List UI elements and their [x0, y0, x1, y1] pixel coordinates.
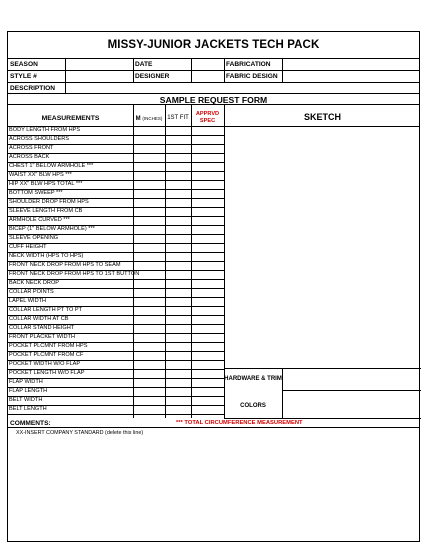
approved-spec-cell[interactable] — [191, 225, 224, 234]
measurement-row-label: FLAP WIDTH — [9, 379, 43, 385]
measurement-row-label: FLAP LENGTH — [9, 388, 48, 394]
approved-spec-cell[interactable] — [191, 189, 224, 198]
measurements-header: MEASUREMENTS — [41, 115, 100, 122]
size-m-cell[interactable] — [133, 234, 165, 243]
description-label: DESCRIPTION — [10, 85, 56, 92]
divider — [8, 70, 419, 71]
style-label: STYLE # — [10, 73, 37, 80]
measurement-row-label: BODY LENGTH FROM HPS — [9, 127, 81, 133]
first-fit-cell[interactable] — [165, 126, 191, 135]
size-m-cell[interactable] — [133, 189, 165, 198]
size-m-cell[interactable] — [133, 252, 165, 261]
first-fit-cell[interactable] — [165, 180, 191, 189]
measurement-row-label: POCKET WIDTH W/O FLAP — [9, 361, 81, 367]
approved-spec-cell[interactable] — [191, 252, 224, 261]
size-m-cell[interactable] — [133, 306, 165, 315]
first-fit-cell[interactable] — [165, 207, 191, 216]
first-fit-cell[interactable] — [165, 243, 191, 252]
size-m-cell[interactable] — [133, 351, 165, 360]
measurement-row-label: POCKET LENGTH W/O FLAP — [9, 370, 85, 376]
first-fit-cell[interactable] — [165, 270, 191, 279]
size-m-header: M (INCHES) — [135, 116, 163, 122]
measurement-row-label: COLLAR POINTS — [9, 289, 54, 295]
first-fit-cell[interactable] — [165, 369, 191, 378]
divider — [282, 58, 283, 82]
size-m-cell[interactable] — [133, 279, 165, 288]
first-fit-cell[interactable] — [165, 360, 191, 369]
first-fit-header: 1ST FIT — [167, 115, 189, 121]
row-divider — [8, 414, 224, 415]
first-fit-cell[interactable] — [165, 396, 191, 405]
season-label: SEASON — [10, 61, 38, 68]
approved-spec-cell[interactable] — [191, 144, 224, 153]
size-m-cell[interactable] — [133, 288, 165, 297]
size-m-cell[interactable] — [133, 369, 165, 378]
divider — [65, 58, 66, 82]
approved-spec-cell[interactable] — [191, 207, 224, 216]
comments-label: COMMENTS: — [10, 420, 51, 427]
approved-spec-cell[interactable] — [191, 135, 224, 144]
sketch-header: SKETCH — [303, 112, 341, 122]
size-m-cell[interactable] — [133, 198, 165, 207]
measurement-row-label: ACROSS FRONT — [9, 145, 54, 151]
approved-spec-cell[interactable] — [191, 360, 224, 369]
approved-spec-cell[interactable] — [191, 162, 224, 171]
first-fit-cell[interactable] — [165, 351, 191, 360]
size-m-cell[interactable] — [133, 216, 165, 225]
first-fit-cell[interactable] — [165, 297, 191, 306]
approved-spec-cell[interactable] — [191, 198, 224, 207]
designer-label: DESIGNER — [135, 73, 170, 80]
approved-spec-cell[interactable] — [191, 324, 224, 333]
first-fit-cell[interactable] — [165, 333, 191, 342]
first-fit-cell[interactable] — [165, 162, 191, 171]
divider — [8, 427, 419, 428]
measurement-row-label: FRONT PLACKET WIDTH — [9, 334, 75, 340]
size-m-cell[interactable] — [133, 144, 165, 153]
first-fit-cell[interactable] — [165, 279, 191, 288]
divider — [65, 82, 66, 93]
divider — [224, 368, 421, 369]
first-fit-cell[interactable] — [165, 261, 191, 270]
size-m-cell[interactable] — [133, 378, 165, 387]
approved-spec-cell[interactable] — [191, 333, 224, 342]
first-fit-cell[interactable] — [165, 225, 191, 234]
size-m-cell[interactable] — [133, 396, 165, 405]
size-m-cell[interactable] — [133, 342, 165, 351]
measurement-row-label: WAIST XX" BLW HPS *** — [9, 172, 72, 178]
measurement-row-label: CHEST 1" BELOW ARMHOLE *** — [9, 163, 94, 169]
size-m-cell[interactable] — [133, 315, 165, 324]
measurement-row-label: FRONT NECK DROP FROM HPS TO 1ST BUTTON — [9, 271, 140, 277]
measurement-row-label: BICEP (1" BELOW ARMHOLE) *** — [9, 226, 95, 232]
fabrication-label: FABRICATION — [226, 61, 271, 68]
circumference-note: *** TOTAL CIRCUMFERENCE MEASUREMENT — [176, 420, 303, 426]
divider — [282, 368, 283, 418]
approved-spec-cell[interactable] — [191, 288, 224, 297]
first-fit-cell[interactable] — [165, 144, 191, 153]
measurement-row-label: SHOULDER DROP FROM HPS — [9, 199, 89, 205]
measurement-row-label: BACK NECK DROP — [9, 280, 60, 286]
date-label: DATE — [135, 61, 153, 68]
first-fit-cell[interactable] — [165, 135, 191, 144]
fabric-design-label: FABRIC DESIGN — [226, 73, 278, 80]
measurement-row-label: HIP XX" BLW HPS TOTAL *** — [9, 181, 83, 187]
approved-spec-cell[interactable] — [191, 342, 224, 351]
measurement-row-label: COLLAR WIDTH AT CB — [9, 316, 69, 322]
first-fit-cell[interactable] — [165, 324, 191, 333]
first-fit-cell[interactable] — [165, 342, 191, 351]
first-fit-cell[interactable] — [165, 387, 191, 396]
approved-spec-cell[interactable] — [191, 405, 224, 414]
measurement-row-label: SLEEVE OPENING — [9, 235, 59, 241]
approved-spec-cell[interactable] — [191, 171, 224, 180]
size-m-cell[interactable] — [133, 180, 165, 189]
divider — [8, 82, 419, 83]
colors-label: COLORS — [240, 403, 266, 409]
approved-spec-cell[interactable] — [191, 315, 224, 324]
size-m-cell[interactable] — [133, 405, 165, 414]
approved-spec-cell[interactable] — [191, 180, 224, 189]
measurement-row-label: COLLAR LENGTH PT TO PT — [9, 307, 83, 313]
first-fit-cell[interactable] — [165, 315, 191, 324]
measurement-row-label: POCKET PLCMNT FROM HPS — [9, 343, 88, 349]
approved-spec-cell[interactable] — [191, 351, 224, 360]
size-m-cell[interactable] — [133, 387, 165, 396]
first-fit-cell[interactable] — [165, 378, 191, 387]
measurement-row-label: CUFF HEIGHT — [9, 244, 47, 250]
approved-spec-cell[interactable] — [191, 279, 224, 288]
first-fit-cell[interactable] — [165, 405, 191, 414]
first-fit-cell[interactable] — [165, 234, 191, 243]
approved-spec-cell[interactable] — [191, 387, 224, 396]
measurement-row-label: LAPEL WIDTH — [9, 298, 47, 304]
size-m-cell[interactable] — [133, 324, 165, 333]
approved-spec-cell[interactable] — [191, 306, 224, 315]
size-m-cell[interactable] — [133, 261, 165, 270]
approved-spec-cell[interactable] — [191, 126, 224, 135]
size-m-cell[interactable] — [133, 333, 165, 342]
measurement-row-label: BELT WIDTH — [9, 397, 43, 403]
size-m-cell[interactable] — [133, 162, 165, 171]
size-m-cell[interactable] — [133, 360, 165, 369]
first-fit-cell[interactable] — [165, 198, 191, 207]
form-title: SAMPLE REQUEST FORM — [159, 95, 268, 105]
approved-spec-cell[interactable] — [191, 297, 224, 306]
first-fit-cell[interactable] — [165, 153, 191, 162]
divider — [224, 104, 225, 418]
size-m-cell[interactable] — [133, 135, 165, 144]
measurement-row-label: POCKET PLCMNT FROM CF — [9, 352, 84, 358]
comments-text[interactable]: XX-INSERT COMPANY STANDARD (delete this line) — [16, 430, 144, 436]
size-m-cell[interactable] — [133, 270, 165, 279]
measurement-row-label: SLEEVE LENGTH FROM CB — [9, 208, 83, 214]
first-fit-cell[interactable] — [165, 288, 191, 297]
approved-spec-cell[interactable] — [191, 216, 224, 225]
measurement-row-label: NECK WIDTH (HPS TO HPS) — [9, 253, 84, 259]
divider — [282, 390, 421, 391]
page-title: MISSY-JUNIOR JACKETS TECH PACK — [107, 39, 320, 51]
size-m-cell[interactable] — [133, 297, 165, 306]
measurement-row-label: FRONT NECK DROP FROM HPS TO SEAM — [9, 262, 121, 268]
measurement-row-label: COLLAR STAND HEIGHT — [9, 325, 75, 331]
first-fit-cell[interactable] — [165, 216, 191, 225]
size-m-cell[interactable] — [133, 207, 165, 216]
first-fit-cell[interactable] — [165, 189, 191, 198]
approved-spec-cell[interactable] — [191, 378, 224, 387]
approved-spec-cell[interactable] — [191, 270, 224, 279]
first-fit-cell[interactable] — [165, 306, 191, 315]
size-m-cell[interactable] — [133, 243, 165, 252]
approved-spec-cell[interactable] — [191, 153, 224, 162]
divider — [191, 58, 192, 82]
measurement-row-label: ACROSS SHOULDERS — [9, 136, 69, 142]
measurement-row-label: BELT LENGTH — [9, 406, 47, 412]
approved-spec-cell[interactable] — [191, 243, 224, 252]
divider — [8, 93, 419, 94]
size-m-cell[interactable] — [133, 126, 165, 135]
size-m-cell[interactable] — [133, 153, 165, 162]
first-fit-cell[interactable] — [165, 252, 191, 261]
measurement-row-label: BOTTOM SWEEP *** — [9, 190, 63, 196]
measurement-row-label: ARMHOLE CURVED *** — [9, 217, 70, 223]
approved-spec-cell[interactable] — [191, 261, 224, 270]
size-m-cell[interactable] — [133, 171, 165, 180]
approved-spec-cell[interactable] — [191, 234, 224, 243]
size-m-cell[interactable] — [133, 225, 165, 234]
approved-spec-cell[interactable] — [191, 369, 224, 378]
approved-spec-cell[interactable] — [191, 396, 224, 405]
divider — [224, 58, 225, 82]
divider — [8, 58, 419, 59]
hardware-trim-label: HARDWARE & TRIM — [224, 376, 282, 382]
divider — [133, 58, 134, 82]
first-fit-cell[interactable] — [165, 171, 191, 180]
measurement-row-label: ACROSS BACK — [9, 154, 50, 160]
tech-pack-sheet — [7, 31, 420, 542]
approved-spec-header: APPRVD SPEC — [195, 111, 220, 124]
divider — [224, 418, 421, 419]
